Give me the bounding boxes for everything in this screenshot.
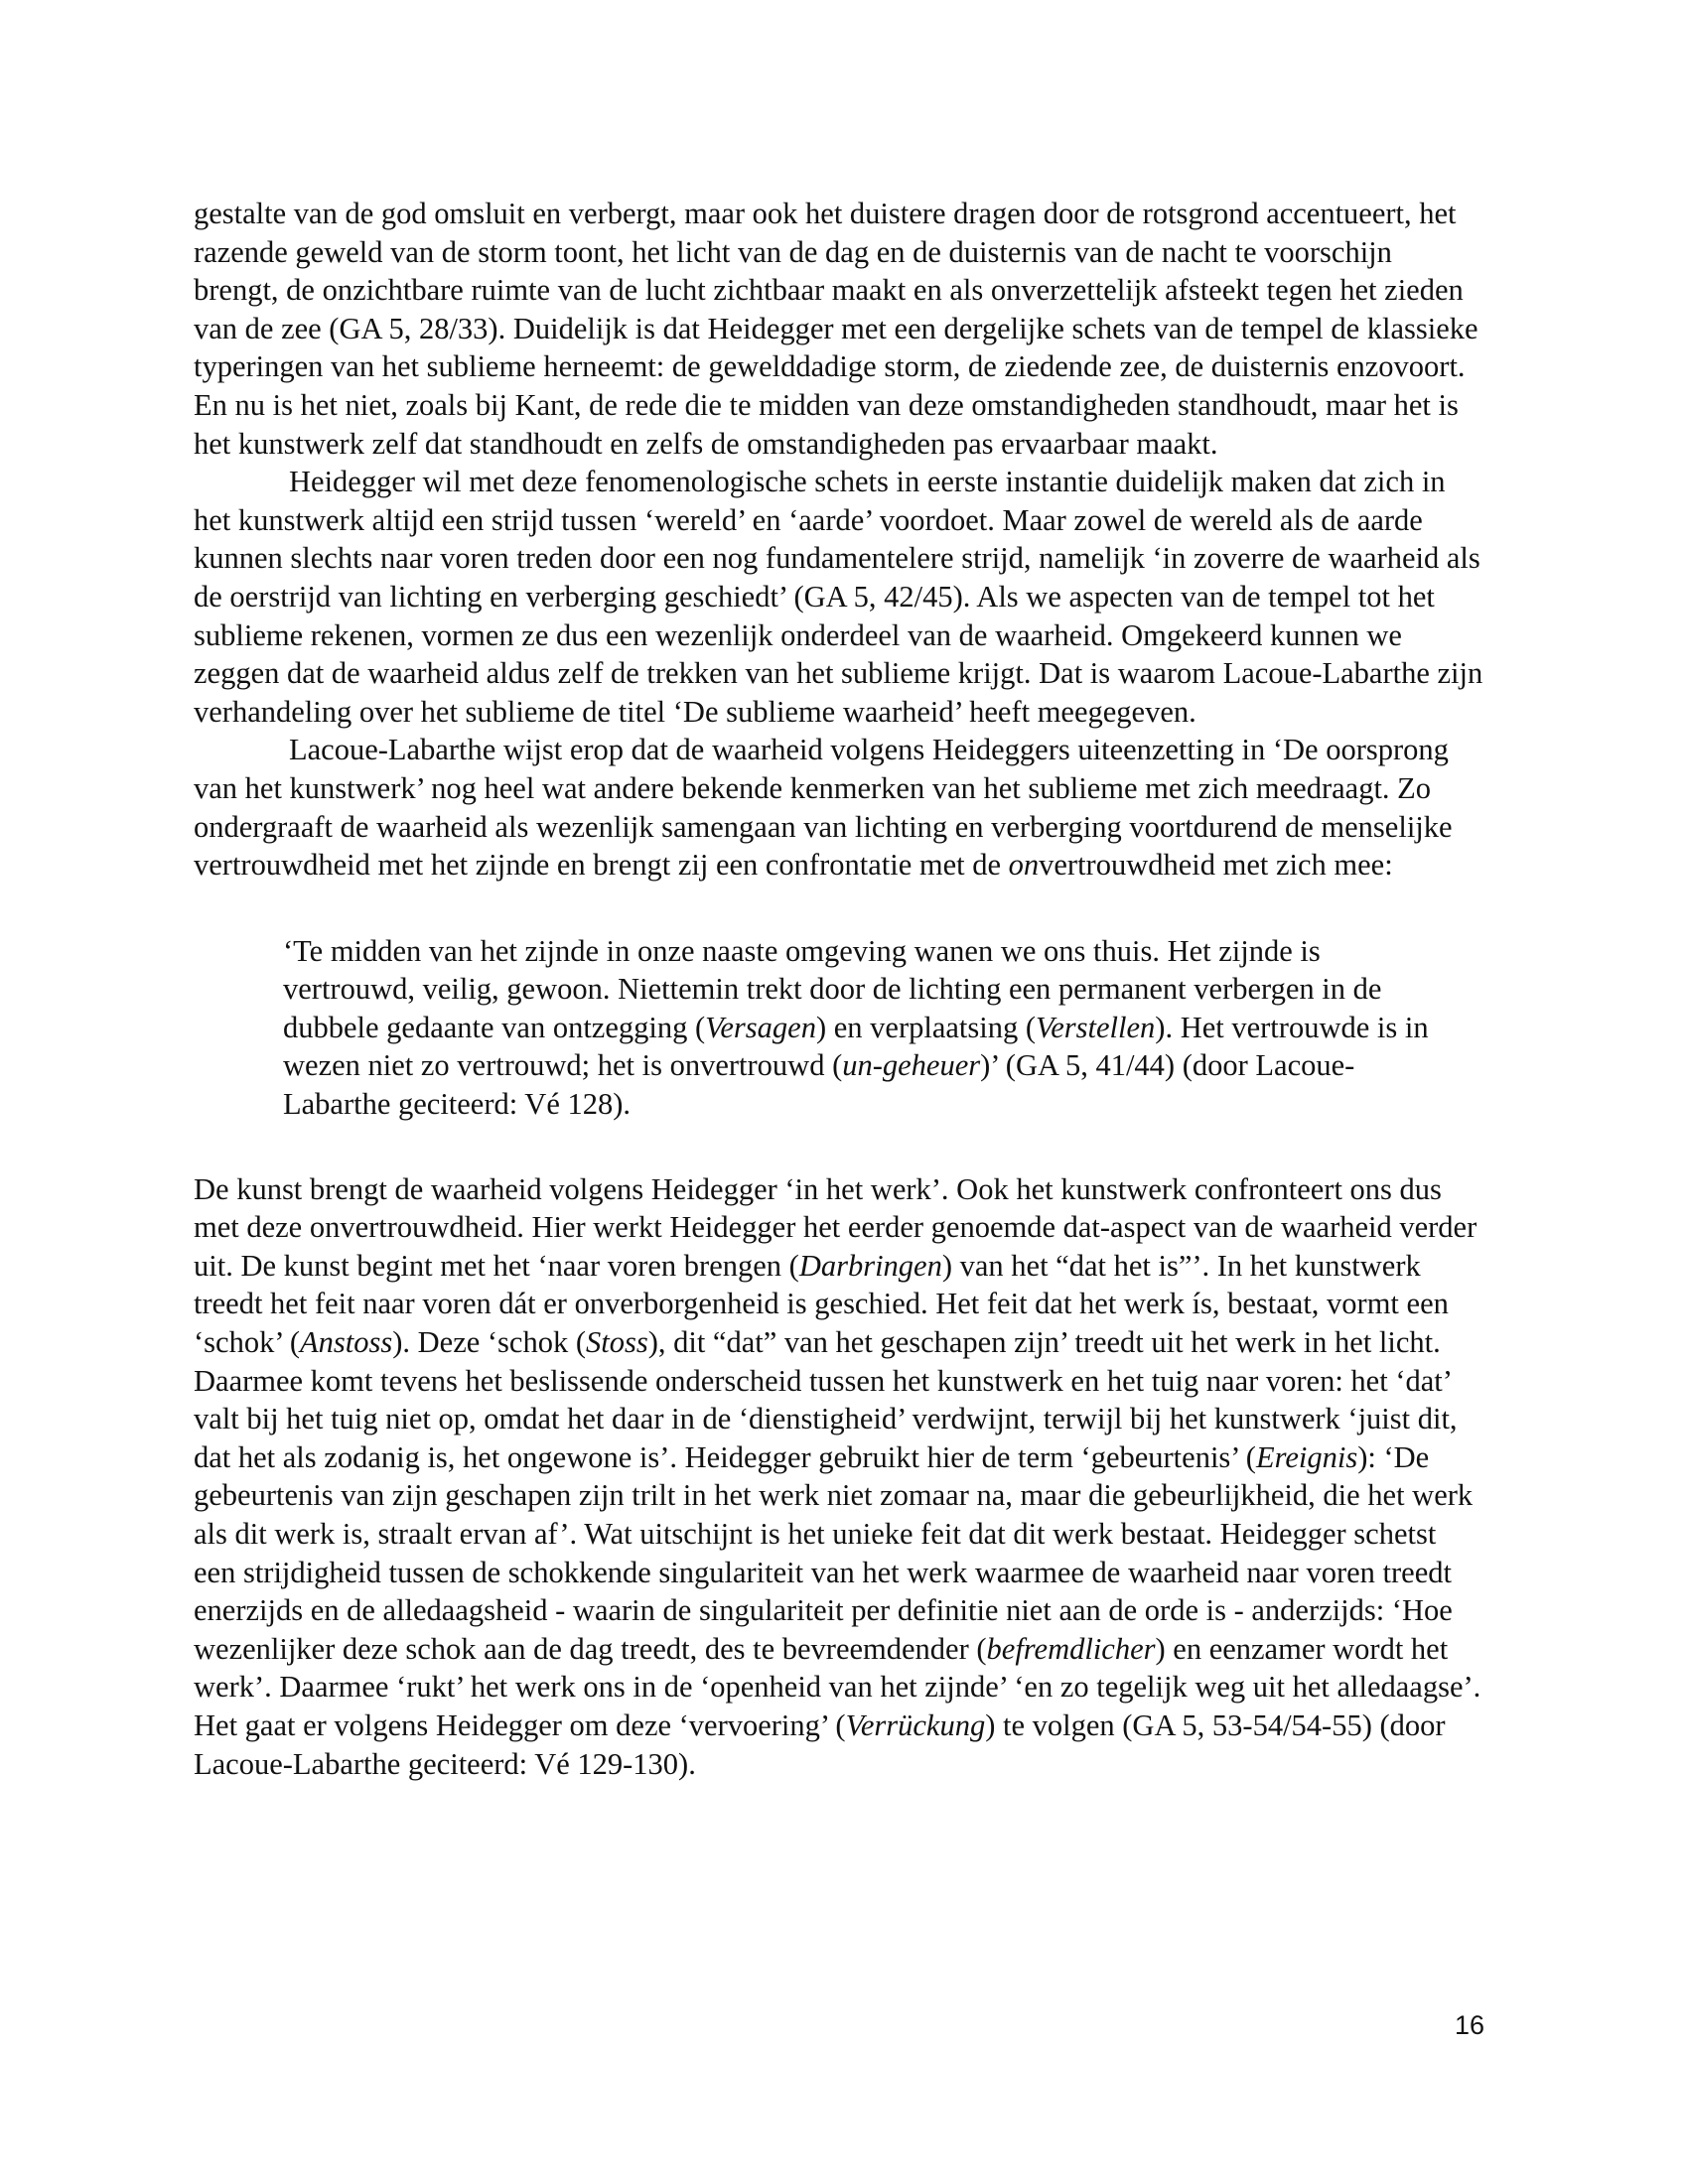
text-run: ) en eenzamer wordt het werk’. Daarmee ‘rukt’ het werk ons in de ‘openheid van het zijnde’ ‘en zo tegelijk weg uit het alledaagse’. Het gaat er volgens Heidegger om deze ‘vervoering’ ( <box>194 1631 1481 1742</box>
italic-term: Anstoss <box>300 1325 393 1360</box>
italic-term: un-geheuer <box>842 1048 981 1083</box>
text-run: )’ (GA 5, 41/44) (door Lacoue-Labarthe geciteerd: Vé 128). <box>283 1048 1355 1122</box>
text-run: ): ‘De gebeurtenis van zijn geschapen zijn trilt in het werk niet zomaar na, maar die gebeurlijkheid, die het werk als dit werk is, straalt ervan af’. Wat uitschijnt is het unieke feit dat dit werk bestaat. Heidegger schetst een strijdigheid tussen de schokkende singulariteit van het werk waarmee de waarheid naar voren treedt enerzijds en de alledaagsheid - waarin de singulariteit per definitie niet aan de orde is - anderzijds: ‘Hoe wezenlijker deze schok aan de dag treedt, des te bevreemdender ( <box>194 1439 1474 1666</box>
text-run: ) van het “dat het is”’. In het kunstwerk treedt het feit naar voren dát er onverborgenheid is geschied. Het feit dat het werk ís, bestaat, vormt een ‘schok’ ( <box>194 1248 1449 1360</box>
text-run: ) en verplaatsing ( <box>815 1010 1037 1044</box>
italic-term: Stoss <box>585 1325 648 1360</box>
body-paragraph <box>194 195 1484 463</box>
text-run: ‘Te midden van het zijnde in onze naaste omgeving wanen we ons thuis. Het zijnde is vertrouwd, veilig, gewoon. Niettemin trekt door de lichting een permanent verbergen in de dubbele gedaante van ontzegging ( <box>283 933 1382 1044</box>
italic-term: Verrückung <box>845 1707 986 1742</box>
text-run: ), dit “dat” van het geschapen zijn’ treedt uit het werk in het licht. Daarmee komt tevens het beslissende onderscheid tussen het kunstwerk en het tuig naar voren: het ‘dat’ valt bij het tuig niet op, omdat het daar in de ‘dienstigheid’ verdwijnt, terwijl bij het kunstwerk ‘juist dit, dat het als zodanig is, het ongewone is’. Heidegger gebruikt hier de term ‘gebeurtenis’ ( <box>194 1325 1458 1474</box>
italic-term: Ereignis <box>1255 1439 1358 1474</box>
italic-term: Verstellen <box>1036 1010 1156 1044</box>
body-paragraph <box>194 1170 1484 1784</box>
body-paragraph <box>194 731 1484 884</box>
text-run: vertrouwdheid met zich mee: <box>1039 848 1393 883</box>
page-number: 16 <box>1455 2010 1485 2040</box>
italic-term: befremdlicher <box>986 1631 1156 1666</box>
text-run: ) te volgen (GA 5, 53-54/54-55) (door Lacoue-Labarthe geciteerd: Vé 129-130). <box>194 1707 1446 1781</box>
body-paragraph <box>194 463 1484 731</box>
block-quote <box>283 932 1435 1124</box>
text-run: ). Het vertrouwde is in wezen niet zo vertrouwd; het is onvertrouwd ( <box>283 1010 1429 1083</box>
text-run: Heidegger wil met deze fenomenologische schets in eerste instantie duidelijk maken dat zich in het kunstwerk altijd een strijd tussen ‘wereld’ en ‘aarde’ voordoet. Maar zowel de wereld als de aarde kunnen slechts naar voren treden door een nog fundamentelere strijd, namelijk ‘in zoverre de waarheid als de oerstrijd van lichting en verberging geschiedt’ (GA 5, 42/45). Als we aspecten van de tempel tot het sublieme rekenen, vormen ze dus een wezenlijk onderdeel van de waarheid. Omgekeerd kunnen we zeggen dat de waarheid aldus zelf de trekken van het sublieme krijgt. Dat is waarom Lacoue-Labarthe zijn verhandeling over het sublieme de titel ‘De sublieme waarheid’ heeft meegegeven. <box>194 465 1483 729</box>
text-run: ). Deze ‘schok ( <box>392 1325 586 1360</box>
italic-term: on <box>1008 848 1040 883</box>
italic-term: Darbringen <box>798 1248 942 1283</box>
text-run: gestalte van de god omsluit en verbergt, maar ook het duistere dragen door de rotsgrond accentueert, het razende geweld van de storm toont, het licht van de dag en de duisternis van de nacht te voorschijn brengt, de onzichtbare ruimte van de lucht zichtbaar maakt en als onverzettelijk afsteekt tegen het zieden van de zee (GA 5, 28/33). Duidelijk is dat Heidegger met een dergelijke schets van de tempel de klassieke typeringen van het sublieme herneemt: de gewelddadige storm, de ziedende zee, de duisternis enzovoort. En nu is het niet, zoals bij Kant, de rede die te midden van deze omstandigheden standhoudt, maar het is het kunstwerk zelf dat standhoudt en zelfs de omstandigheden pas ervaarbaar maakt. <box>194 197 1478 461</box>
italic-term: Versagen <box>705 1010 816 1044</box>
text-run: De kunst brengt de waarheid volgens Heidegger ‘in het werk’. Ook het kunstwerk confronteert ons dus met deze onvertrouwdheid. Hier werkt Heidegger het eerder genoemde dat-aspect van de waarheid verder uit. De kunst begint met het ‘naar voren brengen ( <box>194 1171 1477 1283</box>
page-body <box>194 195 1484 1783</box>
text-run: Lacoue-Labarthe wijst erop dat de waarheid volgens Heideggers uiteenzetting in ‘De oorsprong van het kunstwerk’ nog heel wat andere bekende kenmerken van het sublieme met zich meedraagt. Zo ondergraaft de waarheid als wezenlijk samengaan van lichting en verberging voortdurend de menselijke vertrouwdheid met het zijnde en brengt zij een confrontatie met de <box>194 733 1453 883</box>
